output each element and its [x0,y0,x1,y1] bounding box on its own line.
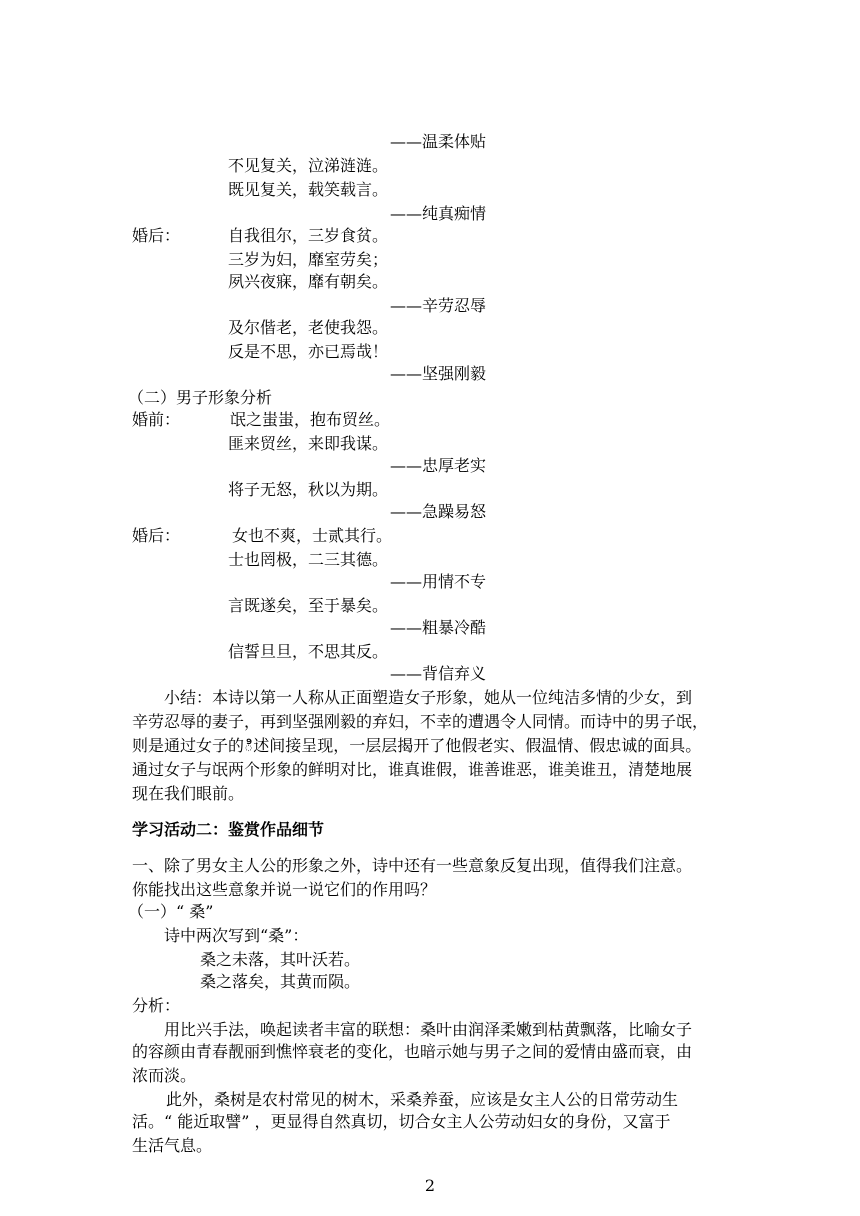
subsection-heading: （一）“ 桑” [128,902,214,921]
poem-line: 反是不思，亦已焉哉！ [228,342,389,361]
summary-line: 小结：本诗以第一人称从正面塑造女子形象，她从一位纯洁多情的少女，到 [164,688,693,707]
section-label: 婚后： [132,526,181,545]
analysis-line: 活。“ 能近取譬” ，更显得自然真切，切合女主人公劳动妇女的身份，又富于 [132,1112,671,1131]
summary-line: 辛劳忍辱的妻子，再到坚强刚毅的弃妇，不幸的遭遇令人同情。而诗中的男子氓， [132,712,709,731]
trait-tag: ——急躁易怒 [390,502,487,521]
poem-line: 既见复关，载笑载言。 [228,180,389,199]
trait-tag: ——温柔体贴 [390,132,487,151]
poem-line: 信誓旦旦，不思其反。 [228,642,389,661]
poem-line: 士也罔极，二三其德。 [228,550,389,569]
section-label: 婚前： [132,410,181,429]
poem-line: 言既遂矣，至于暴矣。 [228,596,389,615]
activity-title: 学习活动二：鉴赏作品细节 [132,820,325,839]
poem-line: 夙兴夜寐，靡有朝矣。 [228,272,389,291]
question-line: 你能找出这些意象并说一说它们的作用吗？ [132,880,437,899]
trait-tag: ——纯真痴情 [390,204,487,223]
section-label: 婚后： [132,226,181,245]
analysis-line: 浓而淡。 [132,1066,197,1085]
analysis-line: 此外，桑树是农村常见的树木，采桑养蚕，应该是女主人公的日常劳动生 [166,1090,679,1109]
trait-tag: ——忠厚老实 [390,456,487,475]
trait-tag: ——辛劳忍辱 [390,296,487,315]
intro-line: 诗中两次写到“桑”： [164,926,309,945]
verse-line: 桑之未落，其叶沃若。 [200,950,361,969]
poem-line: 自我徂尔，三岁食贫。 [228,226,389,245]
trait-tag: ——粗暴冷酷 [390,618,487,637]
poem-line: 三岁为妇，靡室劳矣； [228,250,389,269]
analysis-line: 用比兴手法，唤起读者丰富的联想：桑叶由润泽柔嫩到枯黄飘落，比喻女子 [164,1020,693,1039]
summary-line: 则是通过女子的ి述间接呈现，一层层揭开了他假老实、假温情、假忠诚的面具。 [132,736,702,755]
poem-line: 匪来贸丝，来即我谋。 [228,434,389,453]
trait-tag: ——背信弃义 [390,664,487,683]
poem-line: 氓之蚩蚩，抱布贸丝。 [230,410,391,429]
analysis-line: 生活气息。 [132,1136,213,1155]
poem-line: 不见复关，泣涕涟涟。 [228,156,389,175]
trait-tag: ——用情不专 [390,572,487,591]
summary-line: 通过女子与氓两个形象的鲜明对比，谁真谁假，谁善谁恶，谁美谁丑，清楚地展 [132,760,693,779]
analysis-label: 分析： [132,996,181,1015]
page-number: 2 [424,1176,436,1195]
poem-line: 女也不爽，士贰其行。 [232,526,393,545]
poem-line: 将子无怒，秋以为期。 [228,480,389,499]
question-line: 一、除了男女主人公的形象之外，诗中还有一些意象反复出现，值得我们注意。 [132,856,693,875]
trait-tag: ——坚强刚毅 [390,364,487,383]
analysis-line: 的容颜由青春靓丽到憔悴衰老的变化，也暗示她与男子之间的爱情由盛而衰，由 [132,1042,693,1061]
summary-line: 现在我们眼前。 [132,784,245,803]
poem-line: 及尔偕老，老使我怨。 [228,318,389,337]
verse-line: 桑之落矣，其黄而陨。 [200,972,361,991]
section-heading: （二）男子形象分析 [128,388,273,407]
